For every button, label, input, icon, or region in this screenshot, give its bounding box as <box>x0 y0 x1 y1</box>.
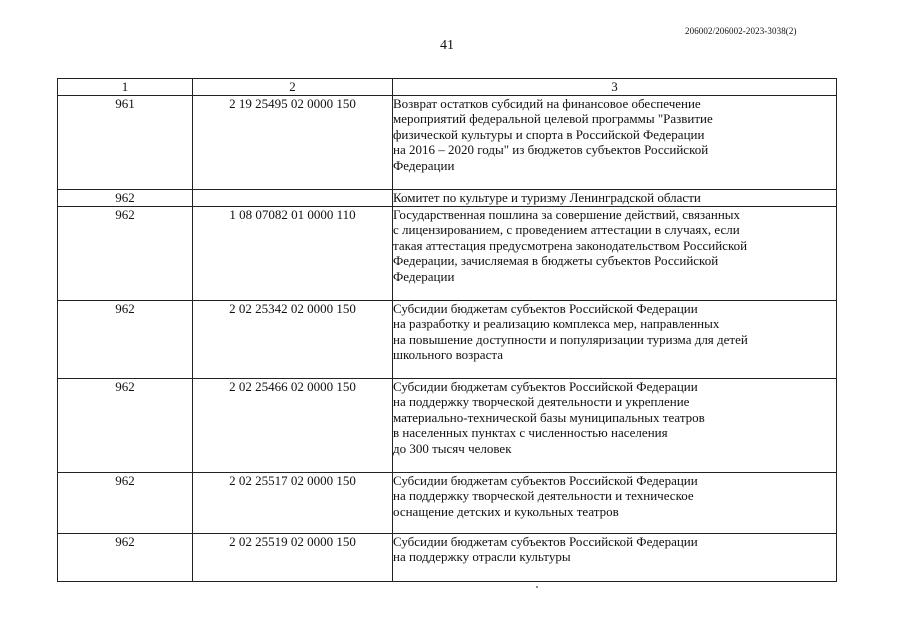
table-row <box>58 300 837 378</box>
description-line: мероприятий федеральной целевой программы "Развитие <box>393 111 713 127</box>
description-line: физической культуры и спорта в Российской Федерации <box>393 126 705 142</box>
document-id: 206002/206002-2023-3038(2) <box>685 26 797 36</box>
table-header-row <box>58 79 837 96</box>
budget-codes-table <box>57 78 837 582</box>
description-line: в населенных пунктах с численностью населения <box>393 425 668 441</box>
description-line: Государственная пошлина за совершение действий, связанных <box>393 206 741 222</box>
column-header-3: 3 <box>393 79 837 96</box>
admin-code-cell: 962 <box>58 300 193 378</box>
revenue-code-cell: 2 02 25342 02 0000 150 <box>193 300 393 378</box>
revenue-code-cell: 1 08 07082 01 0000 110 <box>193 206 393 300</box>
admin-code-cell: 962 <box>58 472 193 533</box>
admin-code-cell: 962 <box>58 378 193 472</box>
revenue-code-cell <box>193 189 393 206</box>
table-row <box>58 533 837 581</box>
description-line: Федерации <box>393 268 455 284</box>
description-line: на поддержку отрасли культуры <box>393 549 571 565</box>
table-row <box>58 378 837 472</box>
description-line: Субсидии бюджетам субъектов Российской Федерации <box>393 472 698 488</box>
table-row <box>58 189 837 206</box>
revenue-code-cell: 2 02 25517 02 0000 150 <box>193 472 393 533</box>
description-line: материально-технической базы муниципальных театров <box>393 409 705 425</box>
column-header-1: 1 <box>58 79 193 96</box>
page-number: 41 <box>440 38 454 53</box>
description-line: с лицензированием, с проведением аттестации в случаях, если <box>393 222 740 238</box>
admin-code-cell: 962 <box>58 189 193 206</box>
description-cell <box>393 533 837 581</box>
description-line: Федерации <box>393 157 455 173</box>
admin-code-cell: 961 <box>58 95 193 189</box>
scan-speck <box>536 586 538 588</box>
description-cell <box>393 378 837 472</box>
description-line: Федерации, зачисляемая в бюджеты субъектов Российской <box>393 253 719 269</box>
table-row <box>58 95 837 189</box>
description-line: на 2016 – 2020 годы" из бюджетов субъектов Российской <box>393 142 709 158</box>
admin-code-cell: 962 <box>58 533 193 581</box>
description-cell <box>393 472 837 533</box>
description-line: на поддержку творческой деятельности и укрепление <box>393 394 690 410</box>
description-cell <box>393 300 837 378</box>
description-line: школьного возраста <box>393 347 503 363</box>
description-line: на поддержку творческой деятельности и техническое <box>393 488 694 504</box>
description-line: Субсидии бюджетам субъектов Российской Федерации <box>393 378 698 394</box>
table-row <box>58 472 837 533</box>
table-row <box>58 206 837 300</box>
revenue-code-cell: 2 19 25495 02 0000 150 <box>193 95 393 189</box>
description-line: на разработку и реализацию комплекса мер, направленных <box>393 316 720 332</box>
description-line: на повышение доступности и популяризации туризма для детей <box>393 331 748 347</box>
description-line: Комитет по культуре и туризму Ленинградской области <box>393 189 701 205</box>
table-body <box>58 95 837 581</box>
description-line: до 300 тысяч человек <box>393 440 512 456</box>
revenue-code-cell: 2 02 25519 02 0000 150 <box>193 533 393 581</box>
description-line: Субсидии бюджетам субъектов Российской Федерации <box>393 533 698 549</box>
description-cell <box>393 95 837 189</box>
revenue-code-cell: 2 02 25466 02 0000 150 <box>193 378 393 472</box>
admin-code-cell: 962 <box>58 206 193 300</box>
column-header-2: 2 <box>193 79 393 96</box>
description-line: Субсидии бюджетам субъектов Российской Федерации <box>393 300 698 316</box>
description-cell <box>393 206 837 300</box>
description-line: такая аттестация предусмотрена законодательством Российской <box>393 237 748 253</box>
description-cell <box>393 189 837 206</box>
description-line: оснащение детских и кукольных театров <box>393 503 619 519</box>
description-line: Возврат остатков субсидий на финансовое обеспечение <box>393 95 701 111</box>
